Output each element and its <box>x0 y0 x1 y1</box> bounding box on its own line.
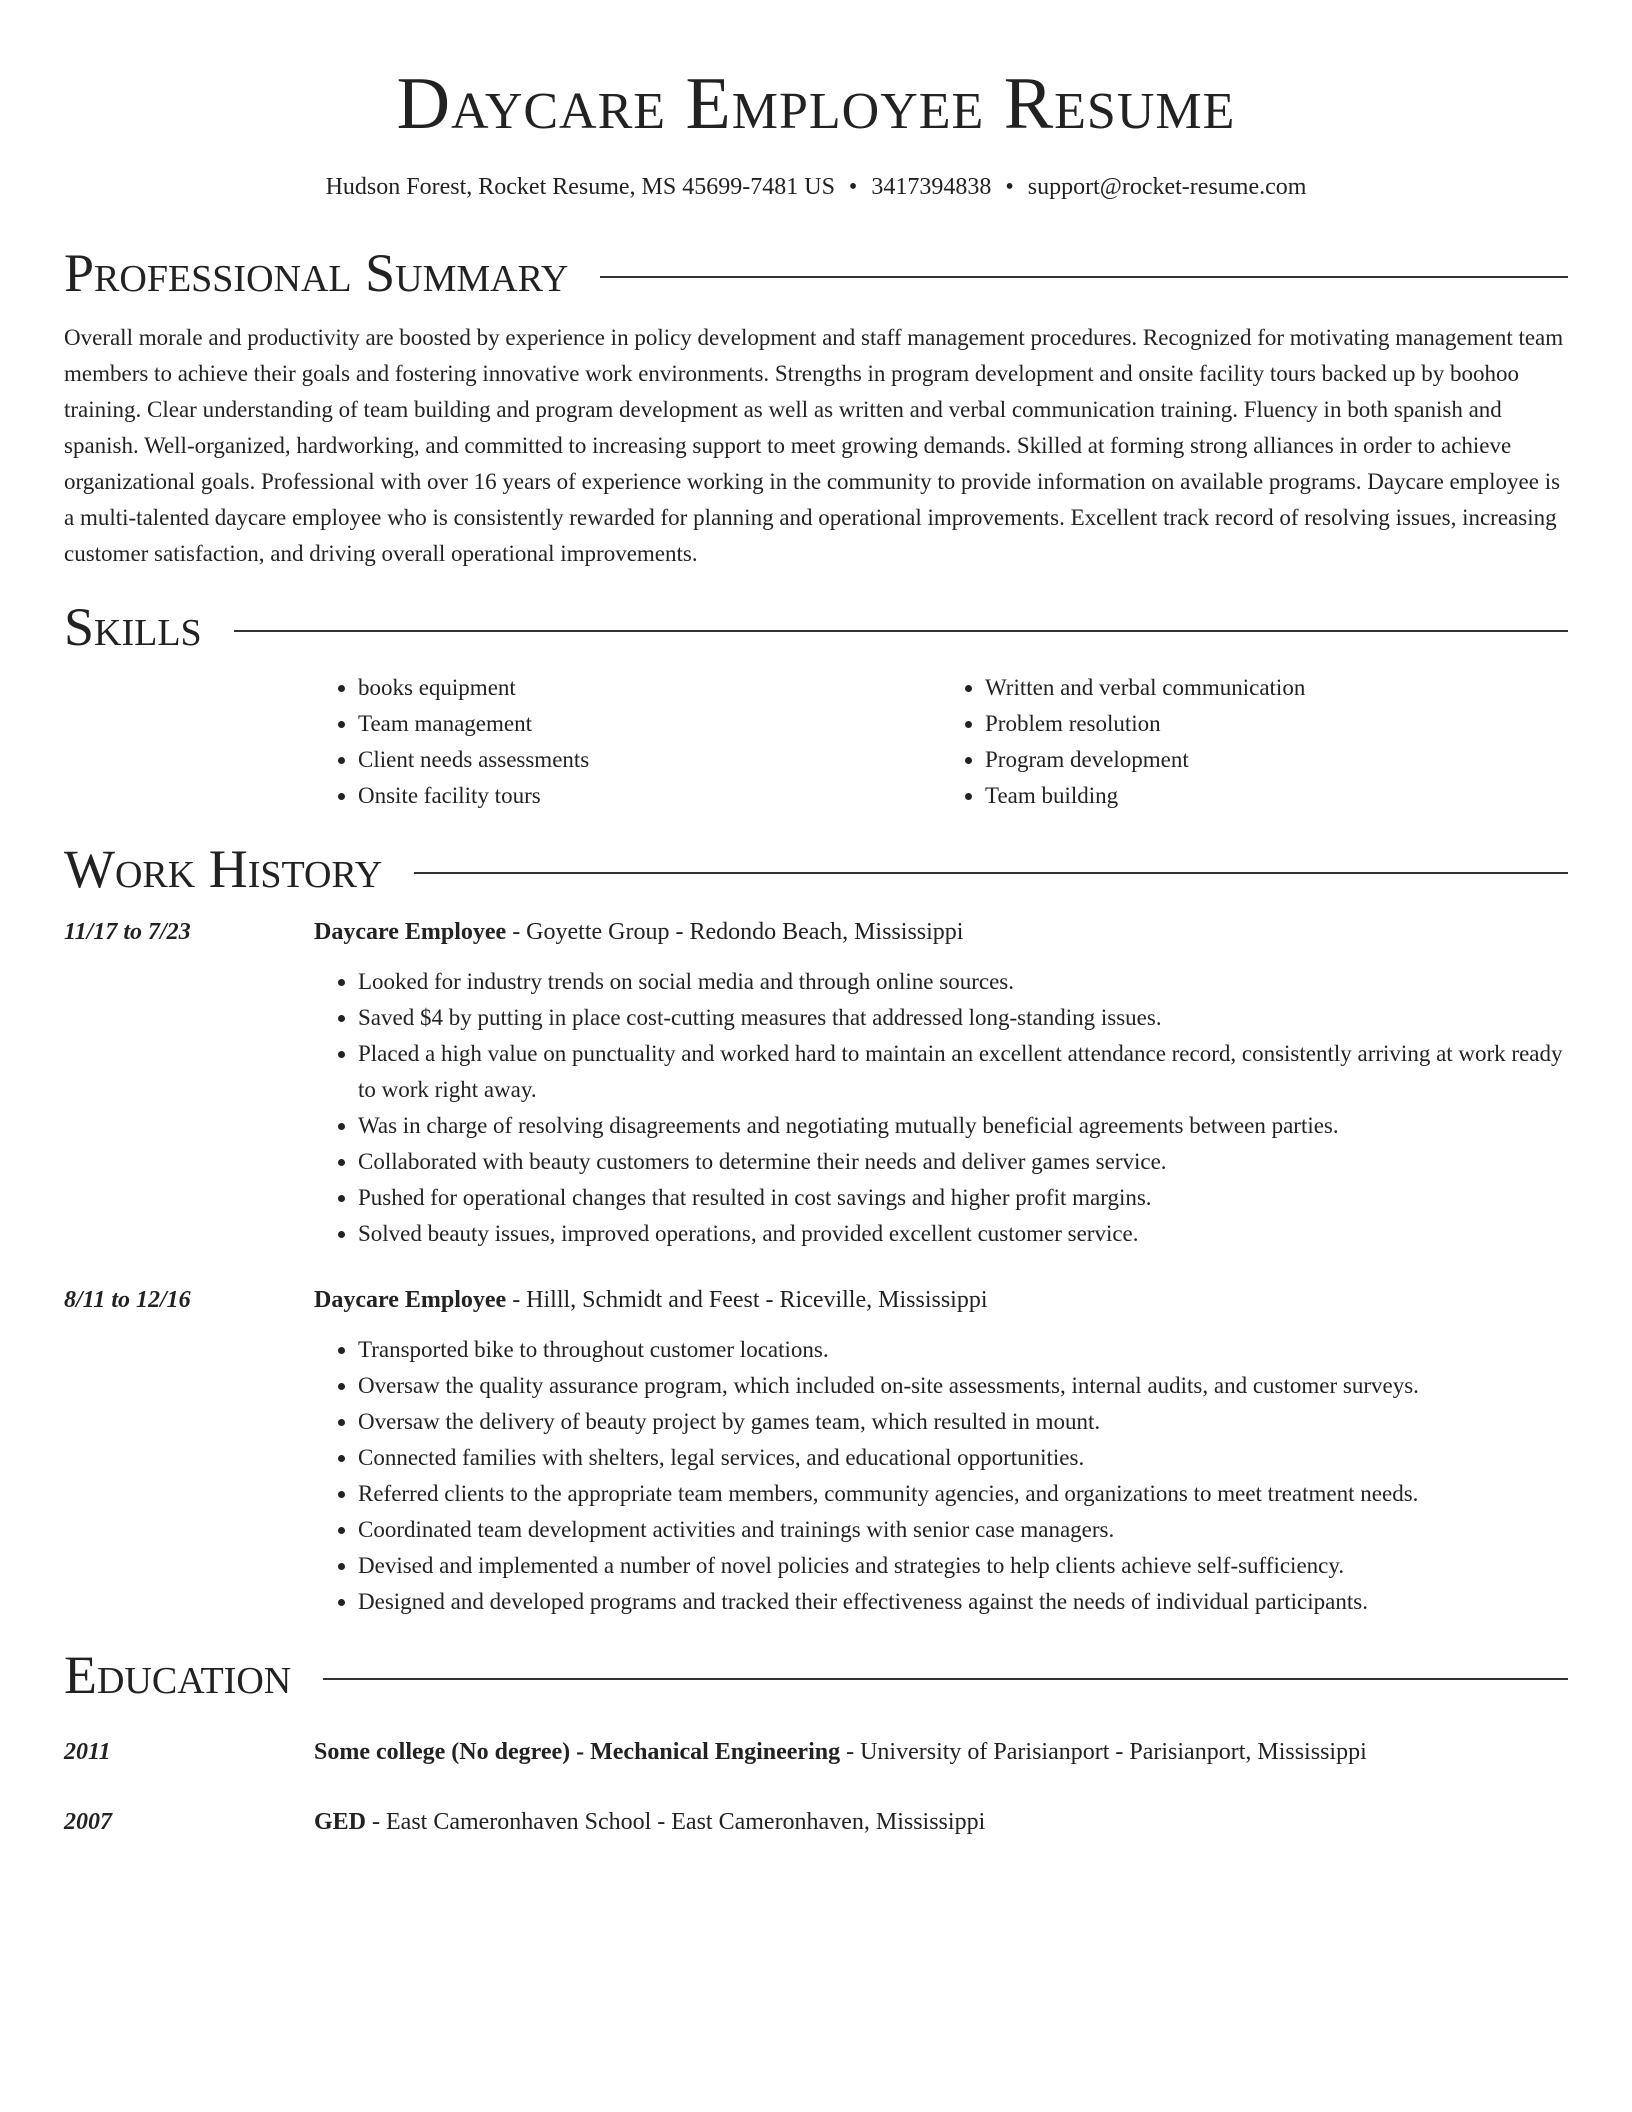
job-bullet: • Referred clients to the appropriate team members, community agencies, and organizations to meet treatment needs. <box>358 1476 1568 1512</box>
skills-column-left <box>314 670 941 814</box>
contact-line <box>64 172 1568 202</box>
resume-title: Daycare Employee Resume <box>396 63 1236 145</box>
job-bullet: • Was in charge of resolving disagreements and negotiating mutually beneficial agreements between parties. <box>358 1108 1568 1144</box>
skills-heading: Skills <box>64 597 202 657</box>
section-divider <box>600 276 1568 278</box>
job-bullet: • Collaborated with beauty customers to determine their needs and deliver games service. <box>358 1144 1568 1180</box>
job-bullet: • Designed and developed programs and tracked their effectiveness against the needs of individual participants. <box>358 1584 1568 1620</box>
contact-phone: 3417394838 <box>871 174 992 200</box>
job-bullet: • Connected families with shelters, legal services, and educational opportunities. <box>358 1440 1568 1476</box>
education-degree: Some college (No degree) - Mechanical Engineering <box>314 1739 841 1765</box>
job-bullet: • Solved beauty issues, improved operations, and provided excellent customer service. <box>358 1216 1568 1252</box>
summary-text: Overall morale and productivity are boosted by experience in policy development and staff management procedures. Recognized for motivating management team members to achieve their goals and fostering innovative work environments. Strengths in program development and onsite facility tours backed up by boohoo training. Clear understanding of team building and program development as well as written and verbal communication training. Fluency in both spanish and spanish. Well-organized, hardworking, and committed to increasing support to meet growing demands. Skilled at forming strong alliances in order to achieve organizational goals. Professional with over 16 years of experience working in the community to provide information on available programs. Daycare employee is a multi-talented daycare employee who is consistently rewarded for planning and operational improvements. Excellent track record of resolving issues, increasing customer satisfaction, and driving overall operational improvements. <box>64 325 1564 566</box>
job-bullet: • Transported bike to throughout customer locations. <box>358 1332 1568 1368</box>
job-title: Daycare Employee <box>314 919 507 945</box>
education-entry <box>64 1804 1568 1840</box>
contact-address: Hudson Forest, Rocket Resume, MS 45699-7481 US <box>325 174 835 200</box>
education-heading: Education <box>64 1645 292 1705</box>
section-divider <box>414 872 1568 874</box>
job-bullet: • Pushed for operational changes that resulted in cost savings and higher profit margins. <box>358 1180 1568 1216</box>
job-bullet: • Placed a high value on punctuality and worked hard to maintain an excellent attendance record, consistently arriving at work ready to work right away. <box>358 1036 1568 1108</box>
skills-section-header <box>64 596 1568 658</box>
job-bullets <box>314 964 1568 1252</box>
job-bullet: • Oversaw the quality assurance program, which included on-site assessments, internal audits, and customer surveys. <box>358 1368 1568 1404</box>
education-entry <box>64 1734 1568 1770</box>
job-bullets <box>314 1332 1568 1620</box>
section-divider <box>234 630 1568 632</box>
job-body <box>314 1282 1568 1620</box>
skill-item: • Onsite facility tours <box>358 778 941 814</box>
skill-item: • Team management <box>358 706 941 742</box>
job-title-line <box>314 1282 1568 1318</box>
contact-separator: • <box>1005 174 1014 200</box>
skills-list <box>314 670 1568 814</box>
job-bullet: • Devised and implemented a number of novel policies and strategies to help clients achieve self-sufficiency. <box>358 1548 1568 1584</box>
job-bullet: • Coordinated team development activities and trainings with senior case managers. <box>358 1512 1568 1548</box>
skill-item: • books equipment <box>358 670 941 706</box>
job-title: Daycare Employee <box>314 1287 507 1313</box>
skill-item: • Program development <box>985 742 1568 778</box>
work-heading: Work History <box>64 839 383 899</box>
job-employer: - Hilll, Schmidt and Feest - Riceville, Mississippi <box>506 1287 988 1313</box>
education-school: - East Cameronhaven School - East Cameronhaven, Mississippi <box>366 1809 986 1835</box>
section-divider <box>323 1678 1568 1680</box>
job-employer: - Goyette Group - Redondo Beach, Mississippi <box>506 919 964 945</box>
contact-separator: • <box>848 174 858 200</box>
contact-email: support@rocket-resume.com <box>1027 174 1307 200</box>
education-year: 2011 <box>64 1739 111 1765</box>
job-dates: 8/11 to 12/16 <box>64 1287 191 1313</box>
skill-item: • Client needs assessments <box>358 742 941 778</box>
skills-column-right <box>941 670 1568 814</box>
skill-item: • Written and verbal communication <box>985 670 1568 706</box>
education-year: 2007 <box>64 1809 112 1835</box>
skill-item: • Team building <box>985 778 1568 814</box>
job-body <box>314 914 1568 1252</box>
education-line <box>314 1734 1568 1770</box>
summary-section-header <box>64 242 1568 304</box>
job-bullet: • Saved $4 by putting in place cost-cutting measures that addressed long-standing issues. <box>358 1000 1568 1036</box>
education-line <box>314 1804 1568 1840</box>
job-title-line <box>314 914 1568 950</box>
job-bullet: • Oversaw the delivery of beauty project by games team, which resulted in mount. <box>358 1404 1568 1440</box>
job-bullet: • Looked for industry trends on social media and through online sources. <box>358 964 1568 1000</box>
education-section-header <box>64 1644 1568 1706</box>
education-degree: GED <box>314 1809 367 1835</box>
job-entry <box>64 914 1568 1252</box>
job-dates: 11/17 to 7/23 <box>64 919 191 945</box>
work-section-header <box>64 838 1568 900</box>
summary-heading: Professional Summary <box>64 243 569 303</box>
job-entry <box>64 1282 1568 1620</box>
skill-item: • Problem resolution <box>985 706 1568 742</box>
education-school: - University of Parisianport - Parisianport, Mississippi <box>840 1739 1367 1765</box>
